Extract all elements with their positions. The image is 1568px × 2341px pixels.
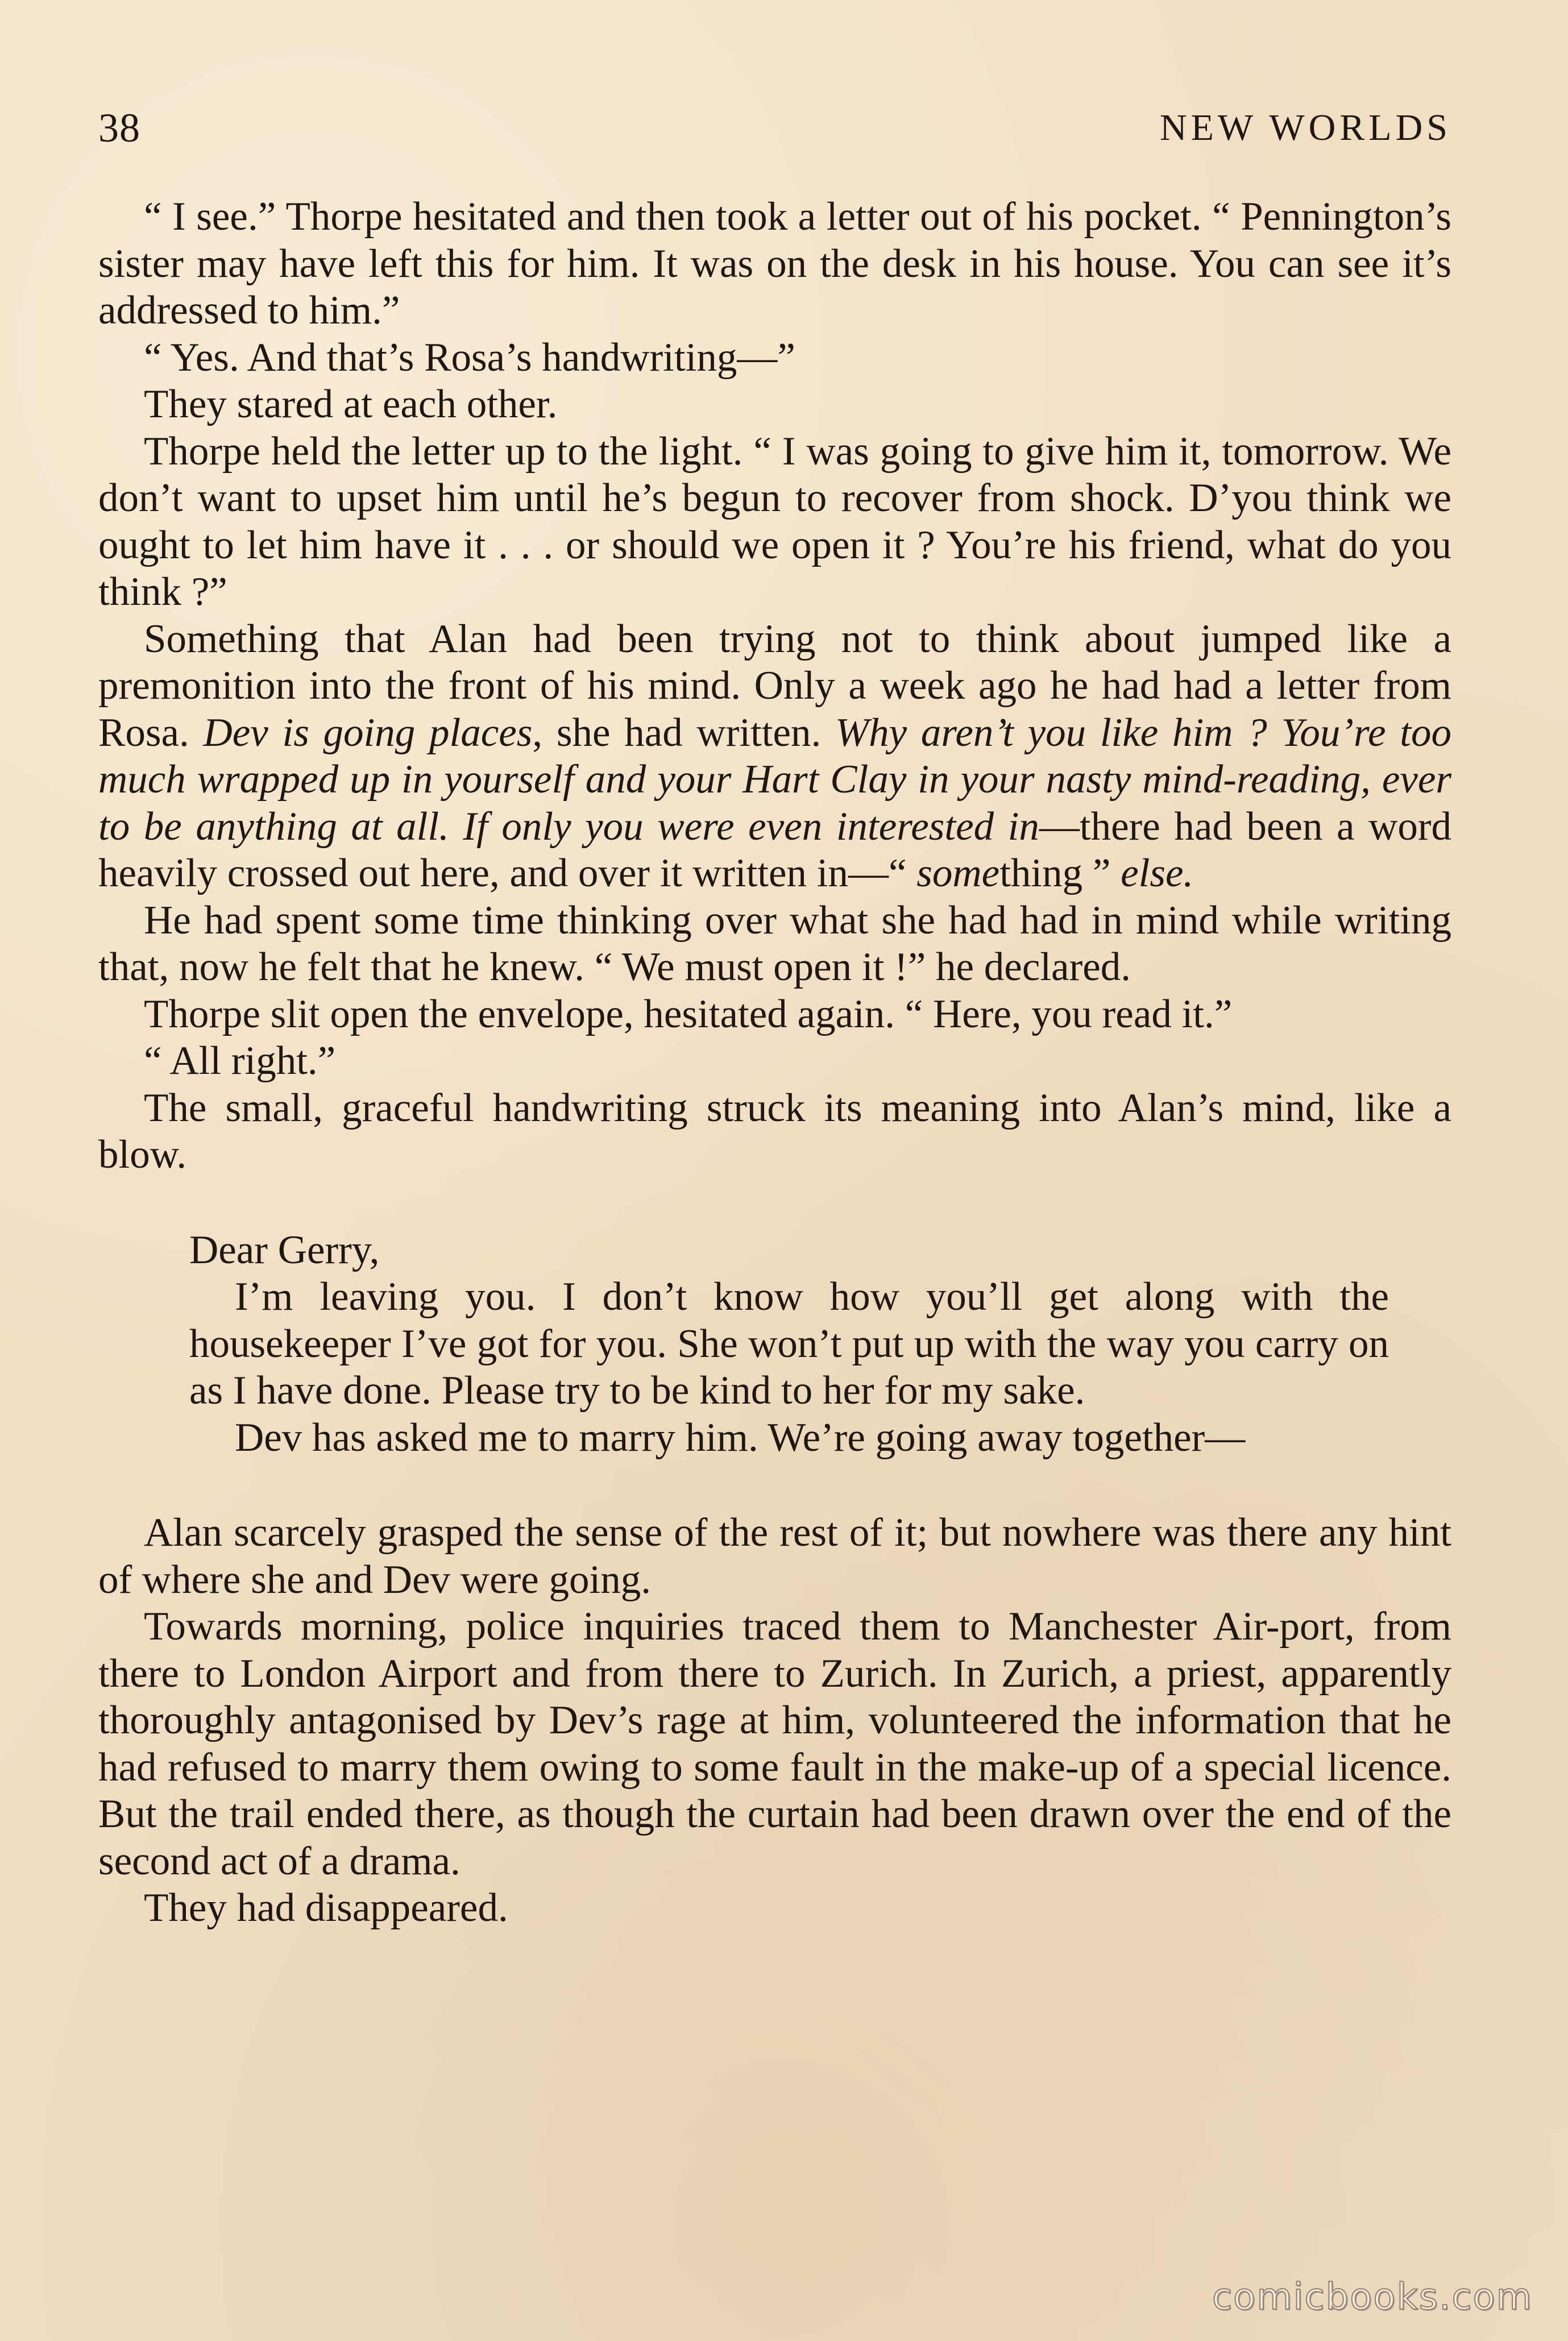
body-text (98, 193, 1451, 1932)
paragraph (98, 616, 1451, 897)
text-run: —there had been a word heavily crossed out here, and over it written in—“ (98, 804, 1451, 895)
quoted-letter (98, 1227, 1451, 1462)
paragraph (98, 334, 1451, 381)
paragraph (98, 991, 1451, 1038)
text-run: Thorpe slit open the envelope, hesitated again. “ Here, you read it.” (144, 991, 1233, 1036)
text-run: They stared at each other. (144, 382, 558, 426)
paragraph (98, 897, 1451, 991)
paragraph: Alan scarcely grasped the sense of the rest of it; but nowhere was there any hint of where she and Dev were going. (98, 1510, 1451, 1602)
italic-run: Dev is going places (203, 710, 533, 755)
paragraph (98, 1085, 1451, 1178)
text-run: “ All right.” (144, 1039, 336, 1083)
paragraph (98, 381, 1451, 428)
paragraph: Towards morning, police inquiries traced them to Manchester Air-port, from there to London Airport and from there to Zurich. In Zurich, a priest, apparently thoroughly antagonised by Dev’s rage at him, volunteered the information that he had refused to marry them owing to some fault in the make-up of a special licence. But the trail ended there, as though the curtain had been drawn over the end of the second act of a drama. (98, 1604, 1451, 1883)
paragraph: They had disappeared. (144, 1886, 508, 1930)
letter-paragraph: I’m leaving you. I don’t know how you’ll get along with the housekeeper I’ve got for you. She won’t put up with the way you carry on as I have done. Please try to be kind to her for my sake. (189, 1275, 1389, 1413)
paragraph (98, 428, 1451, 616)
italic-run: Why aren’t you like him ? You’re too much wrapped up in yourself and your Hart Clay in your nasty mind-reading, ever to be anything at all. If only you were even interested in (98, 710, 1451, 849)
text-run: The small, graceful handwriting struck its meaning into Alan’s mind, like a blow. (98, 1085, 1451, 1177)
italic-run: else. (1121, 851, 1194, 895)
watermark-logo: comicbooks.com (1212, 2276, 1533, 2318)
italic-run: some (916, 851, 1000, 895)
page-number: 38 (98, 105, 140, 151)
text-run: He had spent some time thinking over what she had had in mind while writing that, now he felt that he knew. “ We must open it !” he declared. (98, 898, 1451, 989)
text-run: Thorpe held the letter up to the light. “ I was going to give him it, tomorrow. We don’t want to upset him until he’s begun to recover from shock. D’you think we ought to let him have it . . . or should we open it ? You’re his friend, what do you think ?” (98, 429, 1451, 614)
text-run: Something that Alan had been trying not to think about jumped like a premonition into the front of his mind. Only a week ago he had had a letter from Rosa. (98, 616, 1451, 755)
letter-salutation: Dear Gerry, (189, 1227, 380, 1272)
running-title: NEW WORLDS (1159, 107, 1451, 148)
text-run: thing ” (999, 851, 1121, 895)
paragraph (98, 193, 1451, 334)
text-run: “ Yes. And that’s Rosa’s handwriting—” (144, 335, 795, 380)
text-run: “ I see.” Thorpe hesitated and then took a letter out of his pocket. “ Pennington’s sister may have left this for him. It was on the desk in his house. You can see it’s addressed to him.” (98, 194, 1451, 333)
letter-paragraph: Dev has asked me to marry him. We’re going away together— (235, 1415, 1246, 1460)
paragraph (98, 1037, 1451, 1085)
page-header (98, 97, 1451, 159)
text-run: , she had written. (532, 710, 835, 755)
